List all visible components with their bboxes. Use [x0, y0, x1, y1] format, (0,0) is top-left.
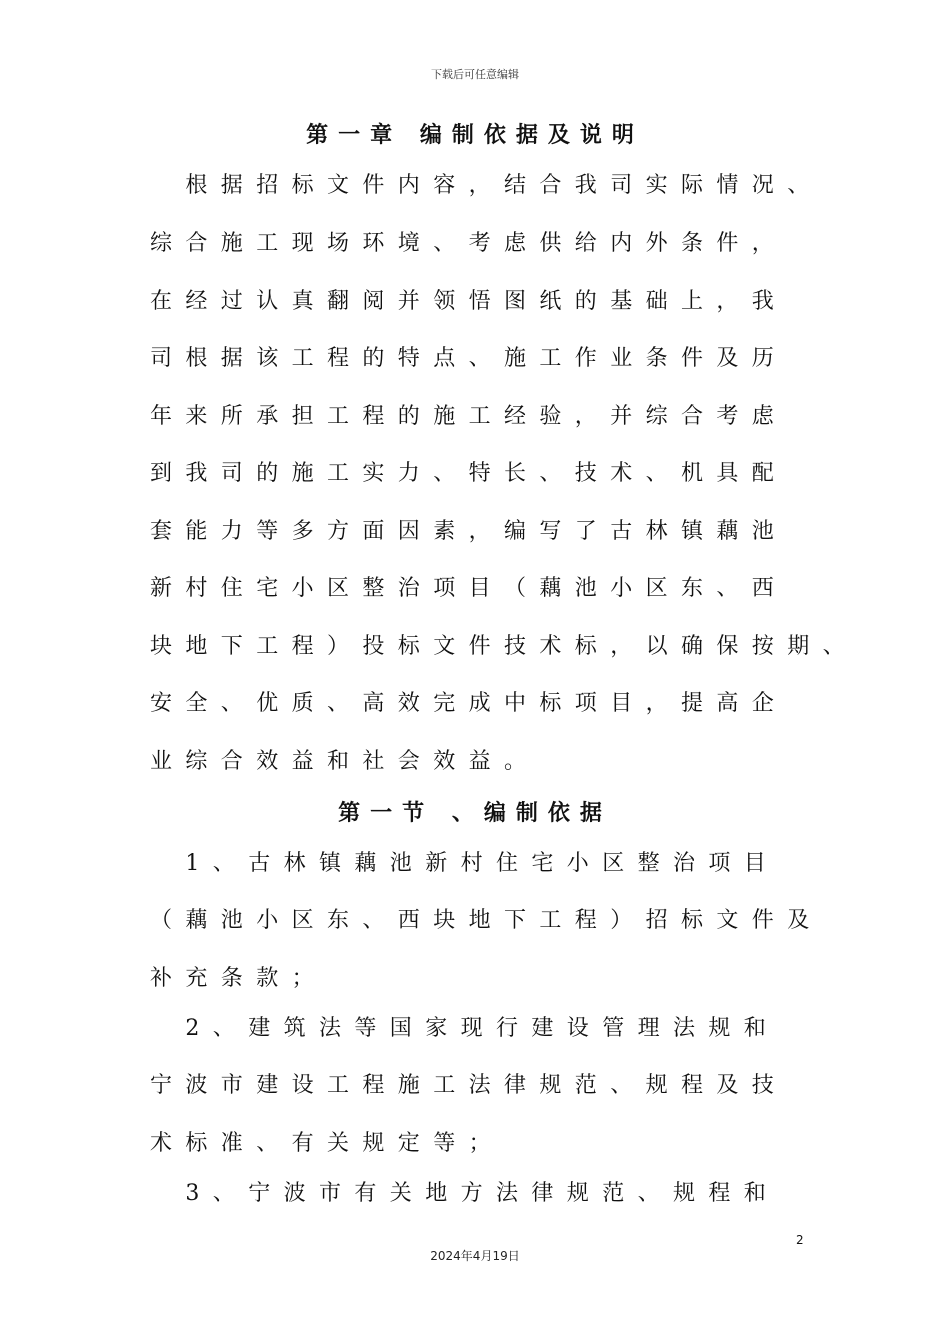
intro-line: 套能力等多方面因素，编写了古林镇藕池 — [150, 519, 788, 544]
chapter-title: 第一章 编制依据及说明 — [306, 122, 644, 148]
basis-line: （藕池小区东、西块地下工程）招标文件及 — [150, 908, 823, 933]
intro-line: 根据招标文件内容，结合我司实际情况、 — [150, 173, 823, 198]
intro-line: 业综合效益和社会效益。 — [150, 749, 540, 774]
intro-line: 司根据该工程的特点、施工作业条件及历 — [150, 346, 788, 371]
header-note: 下载后可任意编辑 — [431, 68, 519, 81]
basis-line: 1、古林镇藕池新村住宅小区整治项目 — [150, 851, 780, 876]
basis-line: 2、建筑法等国家现行建设管理法规和 — [150, 1016, 780, 1041]
intro-line: 综合施工现场环境、考虑供给内外条件， — [150, 231, 788, 256]
basis-line: 补充条款； — [150, 966, 328, 991]
intro-line: 到我司的施工实力、特长、技术、机具配 — [150, 461, 788, 486]
intro-line: 在经过认真翻阅并领悟图纸的基础上，我 — [150, 289, 788, 314]
section-title: 第一节 、编制依据 — [338, 800, 612, 826]
basis-line: 术标准、有关规定等； — [150, 1131, 505, 1156]
basis-line: 3、宁波市有关地方法律规范、规程和 — [150, 1181, 780, 1206]
basis-line: 宁波市建设工程施工法律规范、规程及技 — [150, 1073, 788, 1098]
page-number: 2 — [796, 1233, 804, 1247]
intro-line: 安全、优质、高效完成中标项目，提高企 — [150, 691, 788, 716]
intro-line: 块地下工程）投标文件技术标，以确保按期、 — [150, 634, 859, 659]
intro-line: 年来所承担工程的施工经验，并综合考虑 — [150, 404, 788, 429]
intro-line: 新村住宅小区整治项目（藕池小区东、西 — [150, 576, 788, 601]
footer-date: 2024年4月19日 — [430, 1249, 520, 1263]
